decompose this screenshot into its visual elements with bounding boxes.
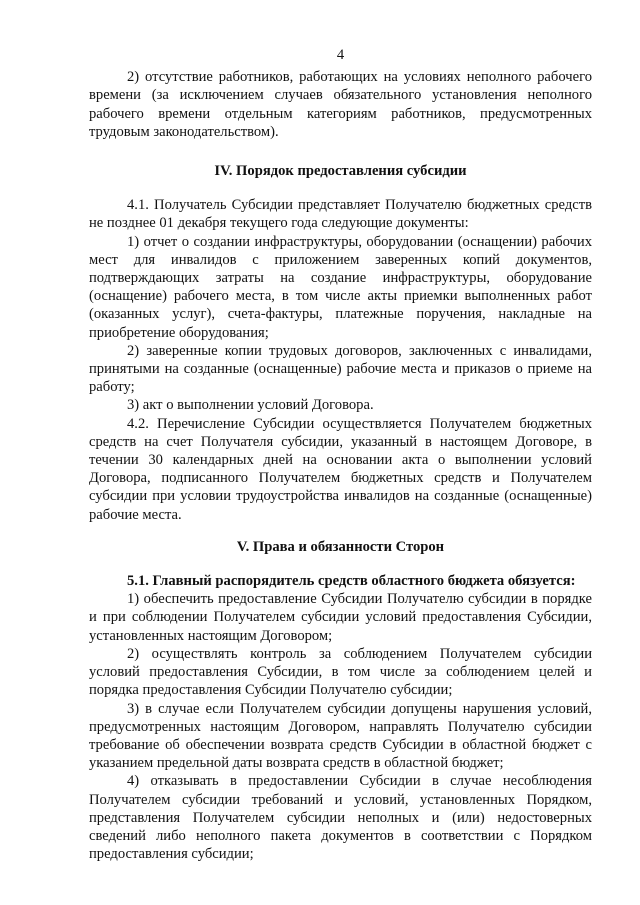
- paragraph-5-1-item-4: 4) отказывать в предоставлении Субсидии в случае несоблюдения Получателем субсидии требований и условий, установленных Порядком, представления Получателем субсидии неполных и (или) недостоверных сведений либо неполного пакета документов в соответствии с Порядком предоставления субсидии;: [89, 773, 592, 863]
- paragraph-5-1-item-2: 2) осуществлять контроль за соблюдением Получателем субсидии условий предоставления Субсидии, в том числе за соблюдением целей и порядка предоставления Субсидии Получателю субсидии;: [89, 645, 592, 699]
- paragraph-4-1-item-2: 2) заверенные копии трудовых договоров, заключенных с инвалидами, принятыми на созданные (оснащенные) рабочие места и приказов о приеме на работу;: [89, 342, 592, 396]
- paragraph-4-1-item-3: 3) акт о выполнении условий Договора.: [127, 397, 374, 414]
- paragraph-5-1: 5.1. Главный распорядитель средств областного бюджета обязуется:: [127, 573, 576, 590]
- paragraph-4-2: 4.2. Перечисление Субсидии осуществляется Получателем бюджетных средств на счет Получателя субсидии, указанный в настоящем Договоре, в течении 30 календарных дней на основании акта о выполнении условий Договора, подписанного Получателем бюджетных средств и Получателем субсидии при условии трудоустройства инвалидов на созданные (оснащенные) рабочие места.: [89, 415, 592, 523]
- page-number: 4: [336, 47, 345, 63]
- paragraph-5-1-item-3: 3) в случае если Получателем субсидии допущены нарушения условий, предусмотренных настоящим Договором, направлять Получателю субсидии требование об обеспечении возврата средств Субсидии в областной бюджет с указанием предельной даты возврата средств в областной бюджет;: [89, 700, 592, 772]
- paragraph-4-1: 4.1. Получатель Субсидии представляет Получателю бюджетных средств не позднее 01 декабря текущего года следующие документы:: [89, 197, 592, 232]
- paragraph-4-1-item-1: 1) отчет о создании инфраструктуры, оборудовании (оснащении) рабочих мест для инвалидов с приложением заверенных копий документов, подтверждающих затраты на создание инфраструктуры, оборудование (оснащение) рабочего места, в том числе акты приемки выполненных работ (оказанных услуг), счета-фактуры, платежные поручения, накладные на приобретение оборудования;: [89, 233, 592, 341]
- section-4-heading: IV. Порядок предоставления субсидии: [214, 163, 467, 180]
- section-5-heading: V. Права и обязанности Сторон: [236, 538, 445, 555]
- paragraph-part-time-workers: 2) отсутствие работников, работающих на условиях неполного рабочего времени (за исключением случаев обязательного установления неполного рабочего времени отдельным категориям работников, предусмотренных трудовым законодательством).: [89, 69, 592, 140]
- paragraph-5-1-item-1: 1) обеспечить предоставление Субсидии Получателю субсидии в порядке и при соблюдении Получателем субсидии условий предоставления Субсидии, установленных настоящим Договором;: [89, 591, 592, 644]
